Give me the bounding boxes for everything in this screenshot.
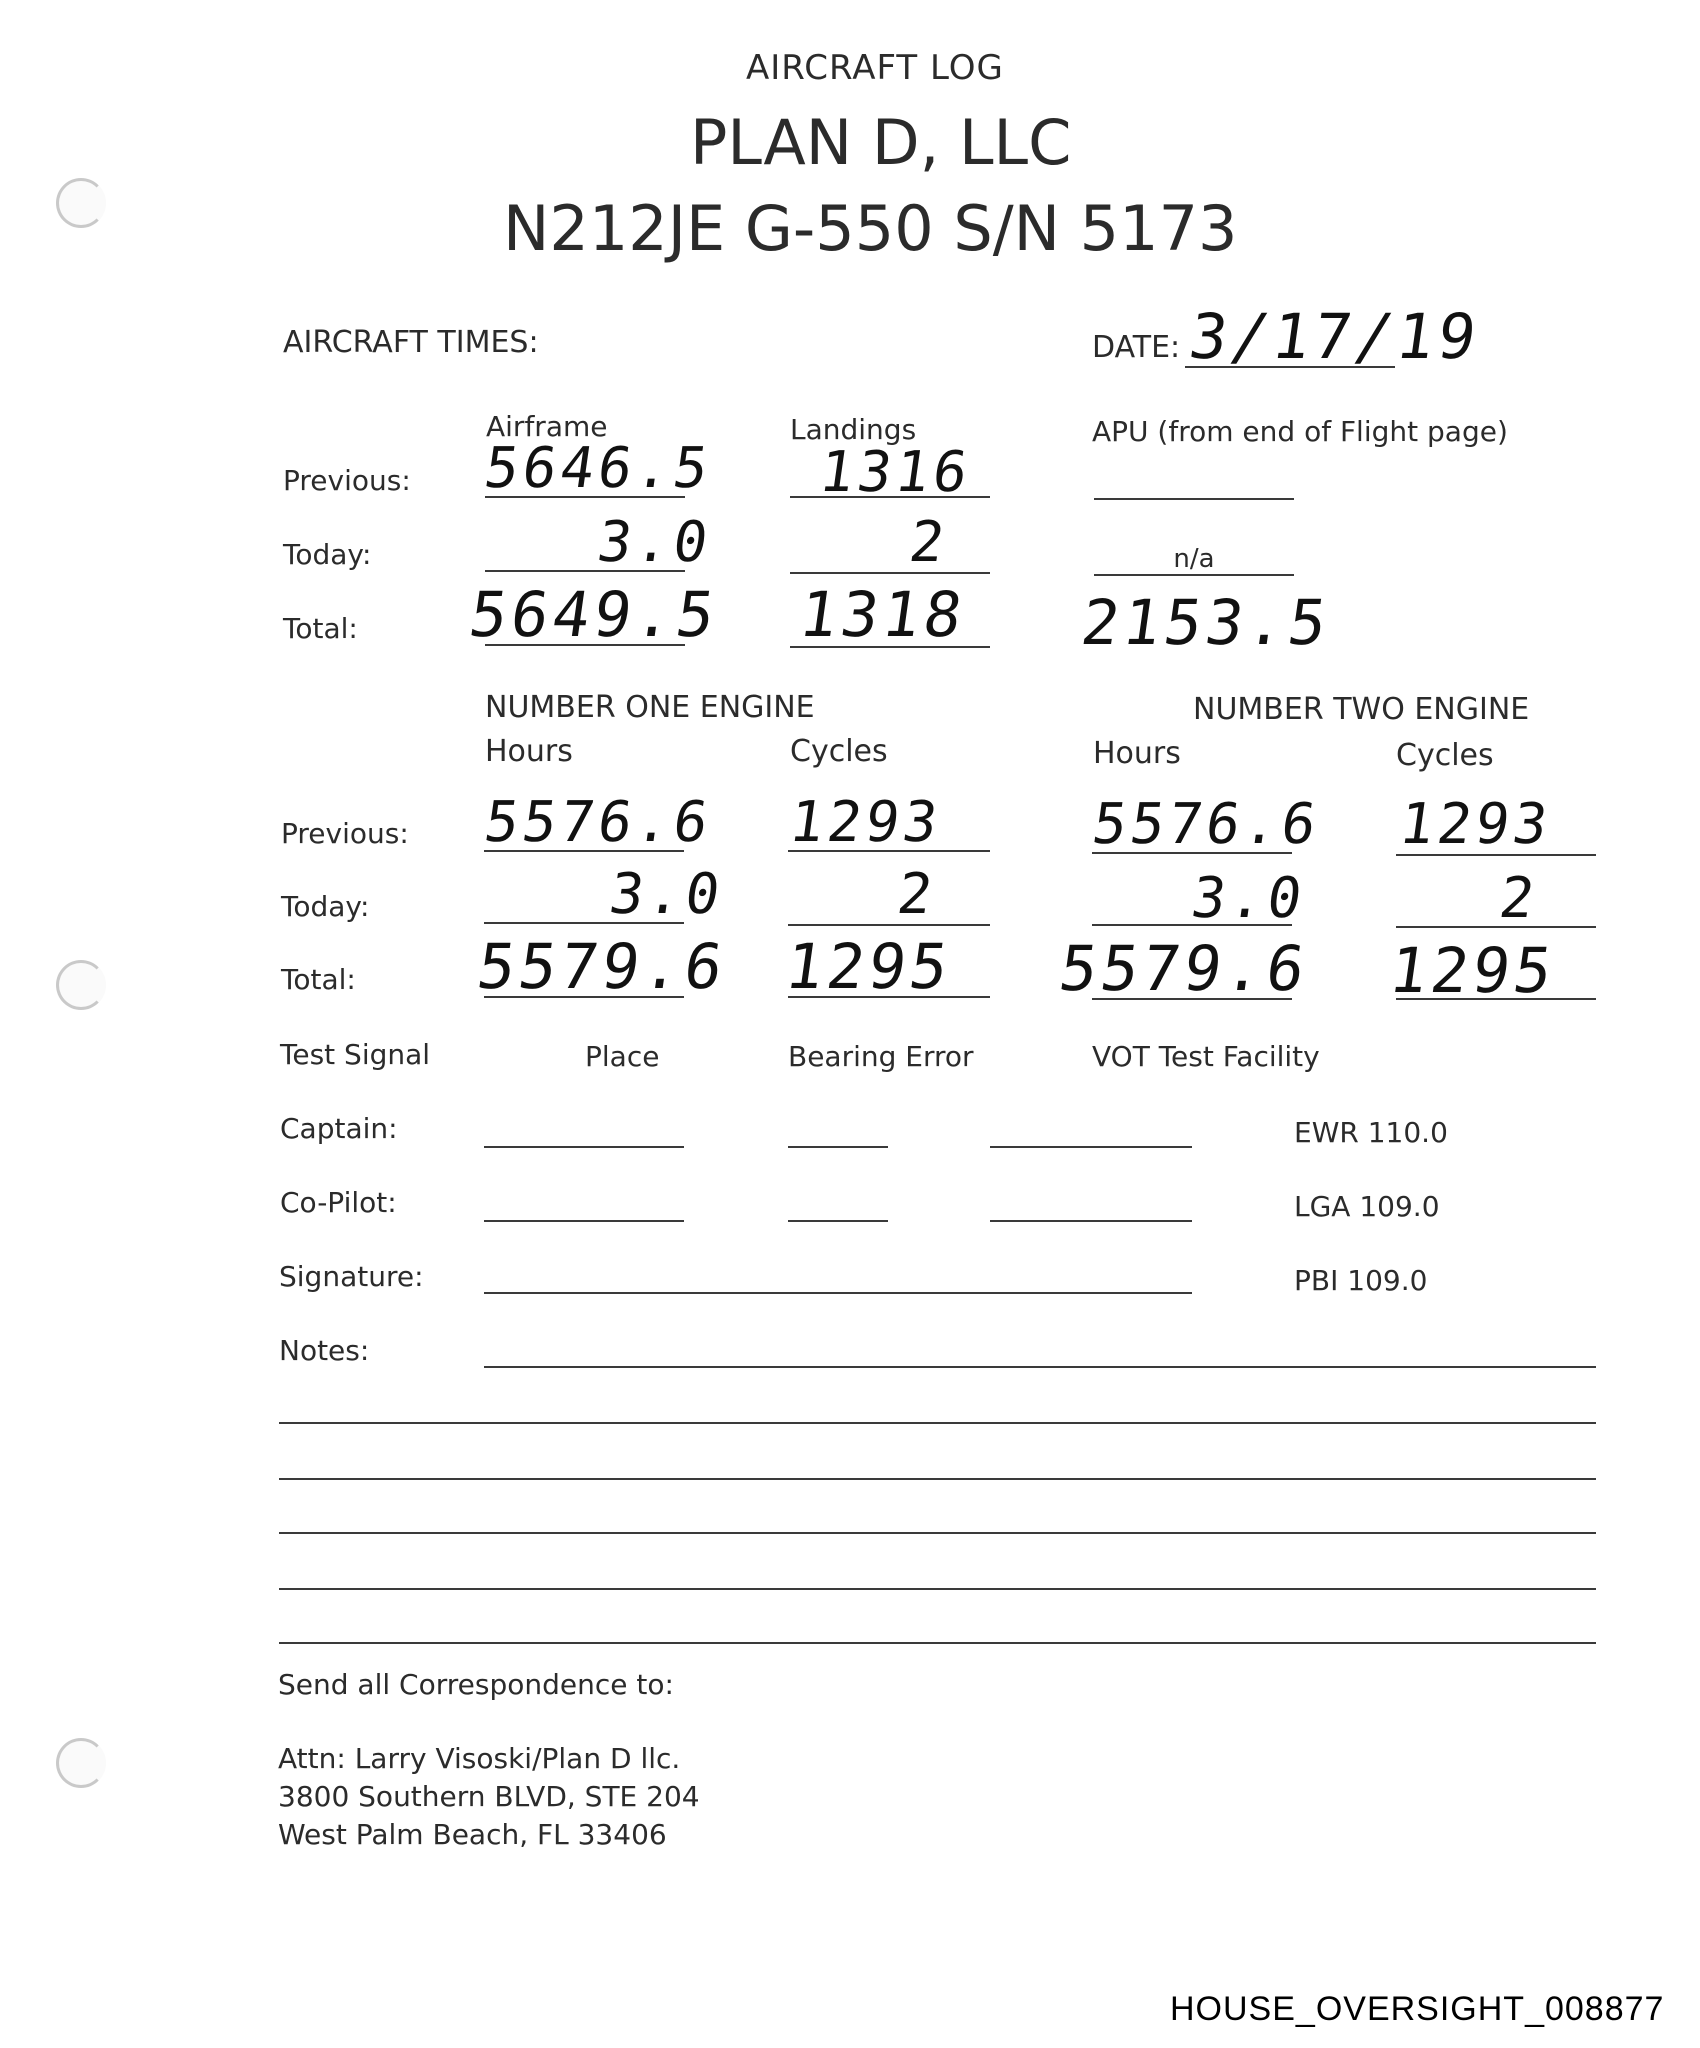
apu-total: 2153.5 bbox=[1076, 586, 1336, 659]
landings-today: 2 bbox=[905, 510, 953, 575]
company-name: PLAN D, LLC bbox=[690, 106, 1072, 179]
binder-hole-bottom bbox=[56, 1738, 106, 1788]
engine-two-cycles-previous-line bbox=[1396, 854, 1596, 856]
airframe-column-header: Airframe bbox=[486, 410, 608, 443]
engine-one-hours-previous-line bbox=[484, 850, 684, 852]
airframe-previous: 5646.5 bbox=[480, 436, 716, 501]
copilot-bearing-line bbox=[788, 1220, 888, 1222]
copilot-place-line bbox=[484, 1220, 684, 1222]
engine-one-hours-today-line bbox=[484, 922, 684, 924]
aircraft-times-label: AIRCRAFT TIMES: bbox=[283, 325, 539, 360]
captain-place-line bbox=[484, 1146, 684, 1148]
copilot-facility-line bbox=[990, 1220, 1192, 1222]
bates-number: HOUSE_OVERSIGHT_008877 bbox=[1170, 1990, 1665, 2028]
times-total-label: Total: bbox=[283, 612, 358, 645]
engine-two-hours-today-line bbox=[1092, 924, 1292, 926]
apu-previous-line bbox=[1094, 498, 1294, 500]
date-value: 3/17/19 bbox=[1184, 300, 1485, 373]
engines-today-label: Today: bbox=[281, 890, 370, 923]
place-heading: Place bbox=[585, 1040, 660, 1073]
apu-today-line bbox=[1094, 574, 1294, 576]
engines-previous-label: Previous: bbox=[281, 817, 409, 850]
notes-line-3 bbox=[279, 1478, 1596, 1480]
engine-one-hours-previous: 5576.6 bbox=[480, 790, 716, 855]
landings-previous-line bbox=[790, 496, 990, 498]
engines-total-label: Total: bbox=[281, 963, 356, 996]
engine-two-hours-total: 5579.6 bbox=[1054, 932, 1314, 1005]
landings-previous: 1316 bbox=[815, 440, 976, 505]
apu-today: n/a bbox=[1173, 544, 1215, 574]
engine-one-hours-total: 5579.6 bbox=[472, 930, 732, 1003]
correspondence-attn: Attn: Larry Visoski/Plan D llc. bbox=[278, 1742, 681, 1775]
binder-hole-top bbox=[56, 178, 106, 228]
engine-two-cycles-total-line bbox=[1396, 998, 1596, 1000]
engine-two-cycles-total: 1295 bbox=[1384, 934, 1561, 1007]
notes-line-4 bbox=[279, 1532, 1596, 1534]
airframe-today-line bbox=[485, 570, 685, 572]
correspondence-address-1: 3800 Southern BLVD, STE 204 bbox=[278, 1780, 700, 1813]
copilot-label: Co-Pilot: bbox=[280, 1186, 397, 1219]
notes-label: Notes: bbox=[279, 1334, 370, 1367]
airframe-previous-line bbox=[485, 496, 685, 498]
airframe-total-line bbox=[485, 644, 685, 646]
engine-one-cycles-previous: 1293 bbox=[785, 790, 946, 855]
engine-one-title: NUMBER ONE ENGINE bbox=[485, 690, 815, 725]
landings-today-line bbox=[790, 572, 990, 574]
engine-one-cycles-previous-line bbox=[788, 850, 990, 852]
date-label: DATE: bbox=[1092, 330, 1181, 365]
captain-bearing-line bbox=[788, 1146, 888, 1148]
apu-column-header: APU (from end of Flight page) bbox=[1092, 415, 1508, 448]
vot-facility-lga: LGA 109.0 bbox=[1294, 1190, 1440, 1223]
date-underline bbox=[1185, 366, 1395, 368]
engine-one-cycles-total-line bbox=[788, 996, 990, 998]
test-signal-heading: Test Signal bbox=[280, 1038, 431, 1071]
aircraft-id: N212JE G-550 S/N 5173 bbox=[503, 192, 1238, 265]
landings-column-header: Landings bbox=[790, 413, 917, 446]
airframe-today: 3.0 bbox=[593, 510, 716, 575]
engine-two-hours-previous: 5576.6 bbox=[1088, 792, 1324, 857]
notes-line-2 bbox=[279, 1422, 1596, 1424]
engine-one-hours-header: Hours bbox=[485, 734, 573, 769]
correspondence-heading: Send all Correspondence to: bbox=[278, 1668, 674, 1701]
bearing-error-heading: Bearing Error bbox=[788, 1040, 974, 1073]
engine-one-cycles-total: 1295 bbox=[780, 930, 957, 1003]
engine-one-cycles-today: 2 bbox=[893, 862, 941, 927]
signature-line bbox=[484, 1292, 1192, 1294]
times-today-label: Today: bbox=[283, 538, 372, 571]
engine-two-cycles-today-line bbox=[1396, 926, 1596, 928]
landings-total-line bbox=[790, 646, 990, 648]
airframe-total: 5649.5 bbox=[464, 578, 724, 651]
engine-one-cycles-today-line bbox=[788, 924, 990, 926]
notes-line-1 bbox=[484, 1366, 1596, 1368]
engine-one-hours-total-line bbox=[484, 996, 684, 998]
vot-facility-pbi: PBI 109.0 bbox=[1294, 1264, 1428, 1297]
vot-facility-heading: VOT Test Facility bbox=[1092, 1040, 1320, 1073]
log-title: AIRCRAFT LOG bbox=[746, 48, 1004, 88]
engine-two-hours-previous-line bbox=[1092, 852, 1292, 854]
binder-hole-middle bbox=[56, 960, 106, 1010]
engine-two-cycles-today: 2 bbox=[1495, 866, 1543, 931]
engine-one-cycles-header: Cycles bbox=[790, 734, 888, 769]
engine-one-hours-today: 3.0 bbox=[605, 862, 728, 927]
signature-label: Signature: bbox=[279, 1260, 424, 1293]
engine-two-hours-header: Hours bbox=[1093, 736, 1181, 771]
engine-two-hours-total-line bbox=[1092, 998, 1292, 1000]
vot-facility-ewr: EWR 110.0 bbox=[1294, 1116, 1448, 1149]
times-previous-label: Previous: bbox=[283, 464, 411, 497]
engine-two-hours-today: 3.0 bbox=[1187, 866, 1310, 931]
landings-total: 1318 bbox=[794, 578, 971, 651]
captain-label: Captain: bbox=[280, 1112, 398, 1145]
captain-facility-line bbox=[990, 1146, 1192, 1148]
engine-two-title: NUMBER TWO ENGINE bbox=[1193, 692, 1530, 727]
notes-line-6 bbox=[279, 1642, 1596, 1644]
notes-line-5 bbox=[279, 1588, 1596, 1590]
engine-two-cycles-previous: 1293 bbox=[1395, 792, 1556, 857]
correspondence-address-2: West Palm Beach, FL 33406 bbox=[278, 1818, 667, 1851]
engine-two-cycles-header: Cycles bbox=[1396, 738, 1494, 773]
